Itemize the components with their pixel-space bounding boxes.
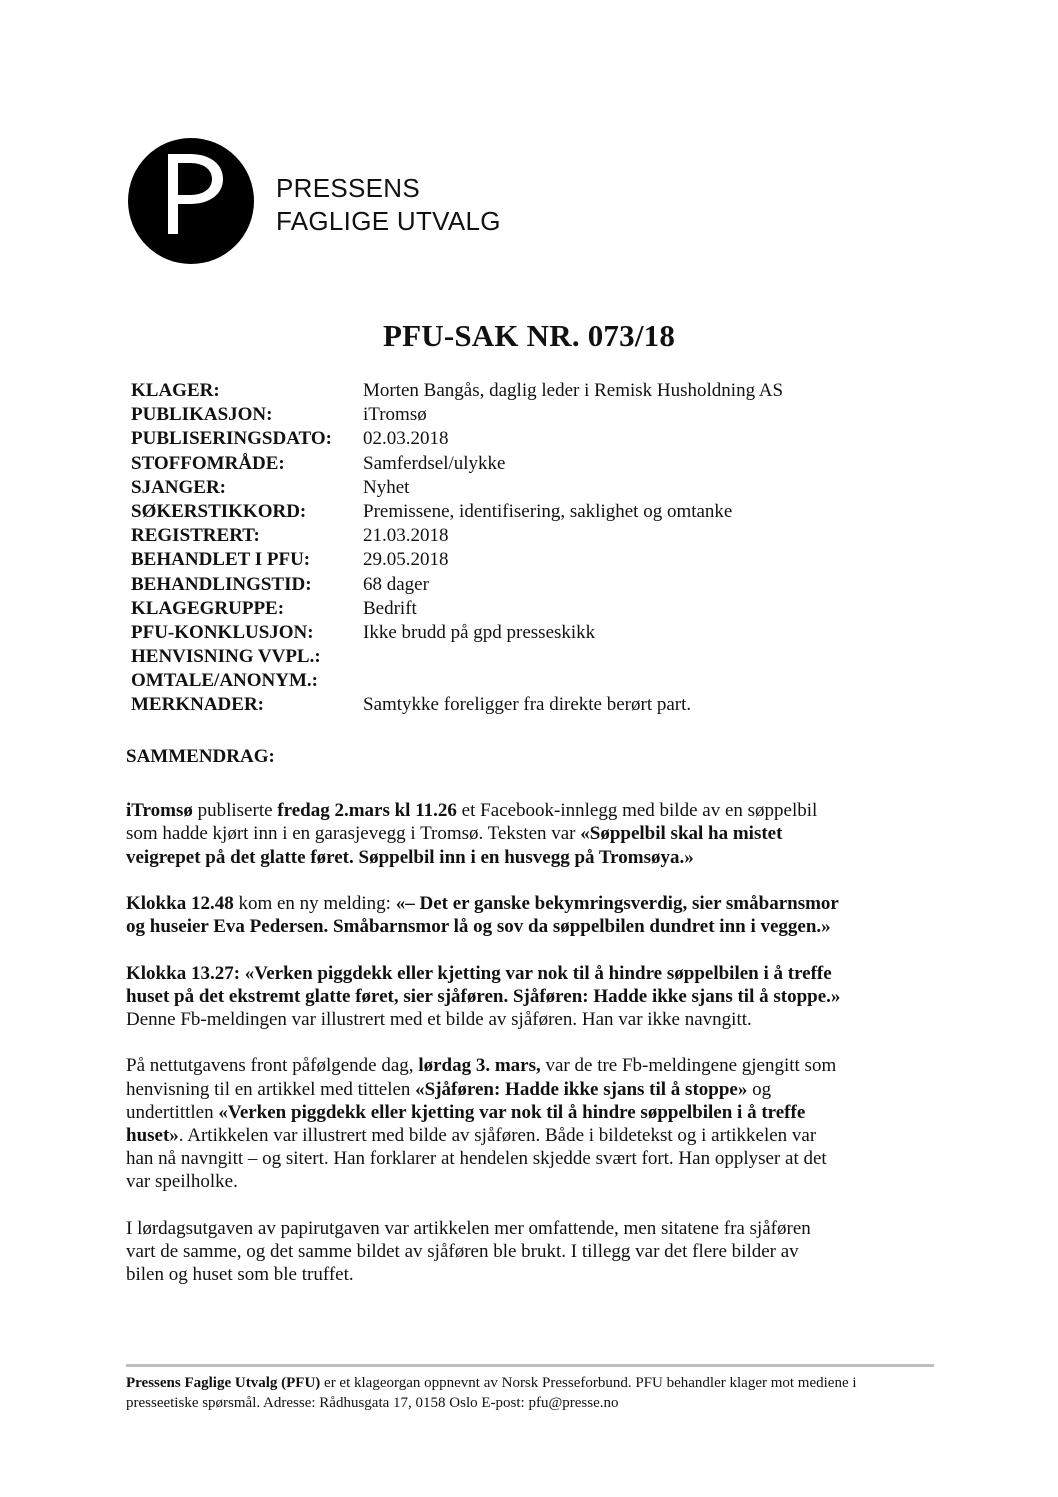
meta-key: KLAGER: (131, 380, 220, 401)
footer-description: er et klageorgan oppnevnt av Norsk Presseforbund. PFU behandler klager mot mediene i presseetiske spørsmål. Adresse: Rådhusgata 17, 0158 Oslo E-post: pfu@presse.no (126, 1375, 857, 1411)
text-run: kom en ny melding: (233, 893, 396, 914)
meta-key: PFU-KONKLUSJON: (131, 621, 314, 643)
meta-value: 21.03.2018 (363, 525, 449, 547)
bold-run: «Verken piggdekk eller kjetting var nok til å hindre søppelbilen i å treffe huset» (126, 1101, 806, 1146)
bold-run: fredag 2.mars kl 11.26 (277, 800, 457, 822)
meta-value: 02.03.2018 (363, 428, 449, 450)
summary-section (126, 745, 926, 1310)
meta-key: PUBLISERINGSDATO: (131, 428, 332, 450)
bold-run: «Søppelbil skal ha mistet veigrepet på det glatte føret. Søppelbil inn i en husvegg på Tromsøya.» (126, 823, 783, 868)
meta-value: iTromsø (363, 404, 427, 426)
brand-line-1: PRESSENS (276, 173, 421, 203)
meta-row (131, 694, 951, 718)
footer-text (126, 1374, 934, 1413)
meta-row (131, 380, 951, 404)
meta-value: Bedrift (363, 597, 417, 619)
meta-value: Morten Bangås, daglig leder i Remisk Husholdning AS (363, 380, 784, 401)
summary-paragraph (126, 892, 926, 938)
meta-key: MERKNADER: (131, 694, 264, 716)
meta-row (131, 428, 951, 452)
pfu-p-logo-icon (128, 138, 254, 264)
text-run: I lørdagsutgaven av papirutgaven var artikkelen mer omfattende, men sitatene fra sjåføren vart de samme, og det samme bildet av sjåføren ble brukt. I tillegg var det flere bilder av bilen og huset som ble truffet. (126, 1217, 811, 1286)
meta-key: SJANGER: (131, 476, 227, 498)
summary-heading: SAMMENDRAG: (126, 746, 275, 767)
meta-value: Nyhet (363, 476, 410, 498)
meta-value: Premissene, identifisering, saklighet og omtanke (363, 500, 733, 522)
meta-key: KLAGEGRUPPE: (131, 597, 285, 619)
text-run: et Facebook-innlegg med bilde av en søppelbil som hadde kjørt inn i en garasjevegg i Tromsø. Teksten var (126, 800, 818, 845)
meta-value: 29.05.2018 (363, 549, 449, 571)
summary-paragraph (126, 1054, 926, 1193)
meta-value: Samtykke foreligger fra direkte berørt part. (363, 694, 692, 716)
meta-value: Ikke brudd på gpd presseskikk (363, 621, 596, 643)
bold-run: iTromsø (126, 800, 193, 822)
meta-row (131, 477, 951, 501)
summary-paragraph (126, 962, 926, 1032)
footer-divider (126, 1364, 934, 1367)
meta-row (131, 670, 951, 694)
text-run: Denne Fb-meldingen var illustrert med et bilde av sjåføren. Han var ikke navngitt. (126, 1009, 752, 1030)
meta-key: SØKERSTIKKORD: (131, 500, 307, 522)
meta-value: 68 dager (363, 573, 429, 595)
meta-row (131, 404, 951, 428)
meta-value: Samferdsel/ulykke (363, 452, 506, 474)
meta-key: PUBLIKASJON: (131, 404, 273, 426)
meta-key: OMTALE/ANONYM.: (131, 670, 318, 692)
bold-run: Klokka 12.48 (126, 893, 234, 914)
meta-row (131, 501, 951, 525)
case-title: PFU-SAK NR. 073/18 (382, 318, 676, 353)
meta-row (131, 549, 951, 573)
meta-row (131, 525, 951, 549)
summary-paragraph (126, 799, 926, 869)
bold-run: lørdag 3. mars, (418, 1055, 541, 1077)
meta-key: BEHANDLET I PFU: (131, 549, 311, 571)
meta-key: BEHANDLINGSTID: (131, 573, 312, 595)
footer-org: Pressens Faglige Utvalg (PFU) (126, 1375, 321, 1391)
case-metadata-table (131, 380, 951, 719)
meta-key: STOFFOMRÅDE: (131, 452, 285, 474)
bold-run: «– Det er ganske bekymringsverdig, sier småbarnsmor og huseier Eva Pedersen. Småbarnsmor lå og sov da søppelbilen dundret inn i veggen.» (126, 893, 839, 938)
bold-run: Klokka 13.27: «Verken piggdekk eller kjetting var nok til å hindre søppelbilen i å treffe huset på det ekstremt glatte føret, sier sjåføren. Sjåføren: Hadde ikke sjans til å stoppe.» (126, 962, 841, 1007)
meta-row (131, 574, 951, 598)
meta-row (131, 622, 951, 646)
text-run: og undertittlen (126, 1078, 772, 1123)
text-run: På nettutgavens front påfølgende dag, (126, 1055, 419, 1077)
brand-line-2: FAGLIGE UTVALG (276, 206, 501, 236)
text-run: . Artikkelen var illustrert med bilde av sjåføren. Både i bildetekst og i artikkelen var han nå navngitt – og sitert. Han forklarer at hendelen skjedde svært fort. Han opplyser at det var speilholke. (126, 1125, 827, 1193)
meta-row (131, 598, 951, 622)
meta-row (131, 453, 951, 477)
bold-run: «Sjåføren: Hadde ikke sjans til å stoppe» (415, 1078, 748, 1100)
meta-key: HENVISNING VVPL.: (131, 646, 321, 668)
meta-row (131, 646, 951, 670)
text-run: publiserte (192, 800, 278, 822)
meta-key: REGISTRERT: (131, 525, 260, 547)
summary-paragraph (126, 1217, 926, 1287)
brand-name (276, 172, 501, 238)
text-run: var de tre Fb-meldingene gjengitt som henvisning til en artikkel med tittelen (126, 1055, 837, 1100)
